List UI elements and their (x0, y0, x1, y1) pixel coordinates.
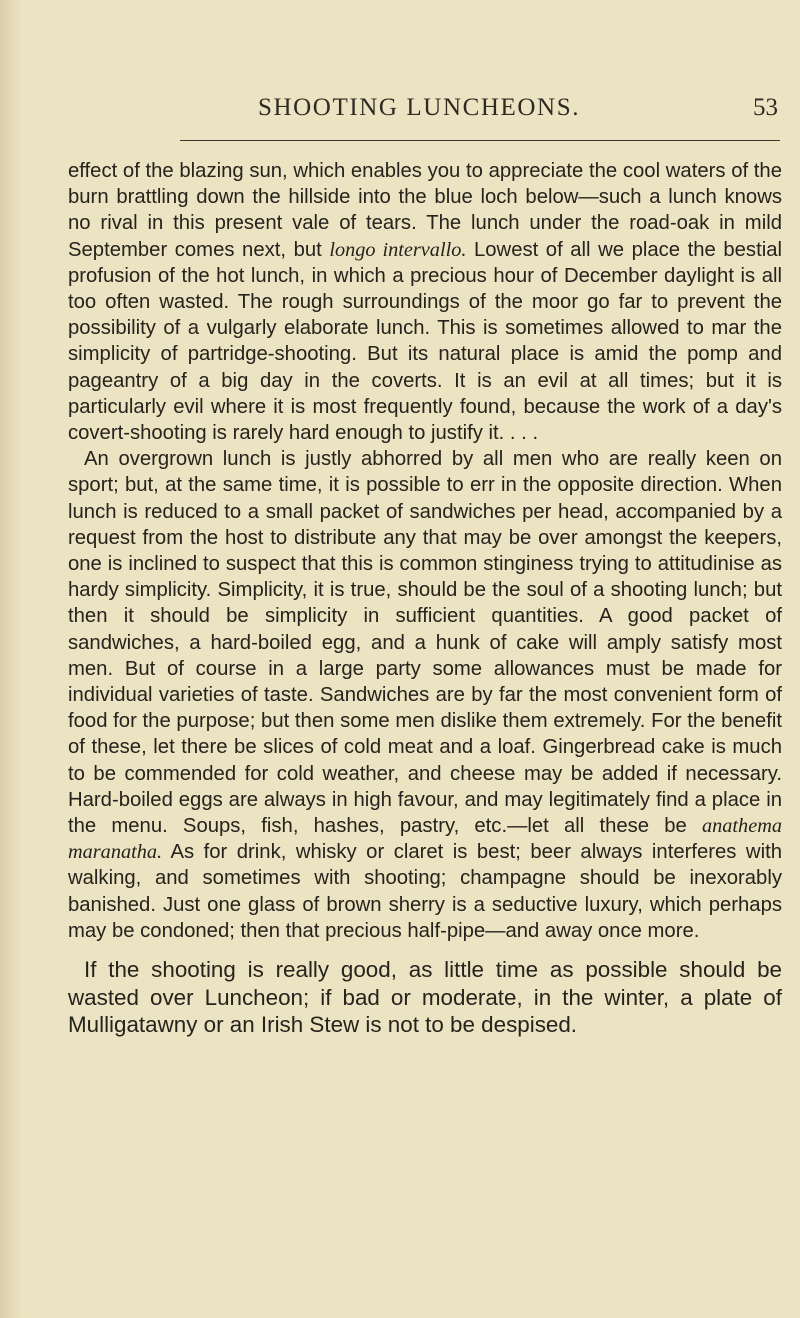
paragraph-2 (68, 446, 782, 944)
page-number: 53 (753, 94, 778, 121)
paragraph-1-italic: longo intervallo. (329, 238, 467, 261)
paragraph-2-text-a: An overgrown lunch is justly abhorred by all men who are really keen on sport; but, at the same time, it is possible to err in the opposite direction. When lunch is reduced to a small packet of sandwiches per head, accompanied by a request from the host to distribute any that may be over amongst the keepers, one is inclined to suspect that this is common stinginess trying to attitudinise as hardy simplicity. Simplicity, it is true, should be the soul of a shooting lunch; but then it should be simplicity in sufficient quantities. A good packet of sandwiches, a hard-boiled egg, and a hunk of cake will amply satisfy most men. But of course in a large party some allowances must be made for individual varieties of taste. Sandwiches are by far the most convenient form of food for the purpose; but then some men dislike them extremely. For the benefit of these, let there be slices of cold meat and a loaf. Gingerbread cake is much to be commended for cold weather, and cheese may be added if necessary. Hard-boiled eggs are always in high favour, and may legitimately find a place in the menu. Soups, fish, hashes, pastry, etc.—let all these be (68, 448, 782, 838)
paragraph-2-text-b: As for drink, whisky or claret is best; beer always interferes with walking, and sometimes with shooting; champagne should be inexorably banished. Just one glass of brown sherry is a seductive luxury, which perhaps may be condoned; then that precious half-pipe—and away once more. (68, 841, 782, 942)
header-rule (180, 140, 780, 141)
paragraph-1-text-a: effect of the blazing sun, which enables you to appreciate the cool waters of the burn brattling down the hillside into the blue loch below—such a lunch knows no rival in this present vale of tears. The lunch under the road-oak in mild September comes next, but (68, 160, 782, 261)
paragraph-1 (68, 158, 782, 446)
running-head (70, 94, 778, 130)
body-text (68, 158, 782, 1038)
paragraph-2-italic: anathema maranatha. (68, 815, 782, 864)
paragraph-3: If the shooting is really good, as little time as possible should be wasted over Luncheon; if bad or moderate, in the winter, a plate of Mulligatawny or an Irish Stew is not to be despised. (68, 957, 782, 1037)
paragraph-1-text-b: Lowest of all we place the bestial profusion of the hot lunch, in which a precious hour of December daylight is all too often wasted. The rough surroundings of the moor go far to prevent the possibility of a vulgarly elaborate lunch. This is sometimes allowed to mar the simplicity of partridge-shooting. But its natural place is amid the pomp and pageantry of a big day in the coverts. It is an evil at all times; but it is particularly evil where it is most frequently found, because the work of a day's covert-shooting is rarely hard enough to justify it. . . . (68, 238, 782, 445)
page-edge-shadow (0, 0, 22, 1318)
running-title: SHOOTING LUNCHEONS. (258, 94, 581, 121)
